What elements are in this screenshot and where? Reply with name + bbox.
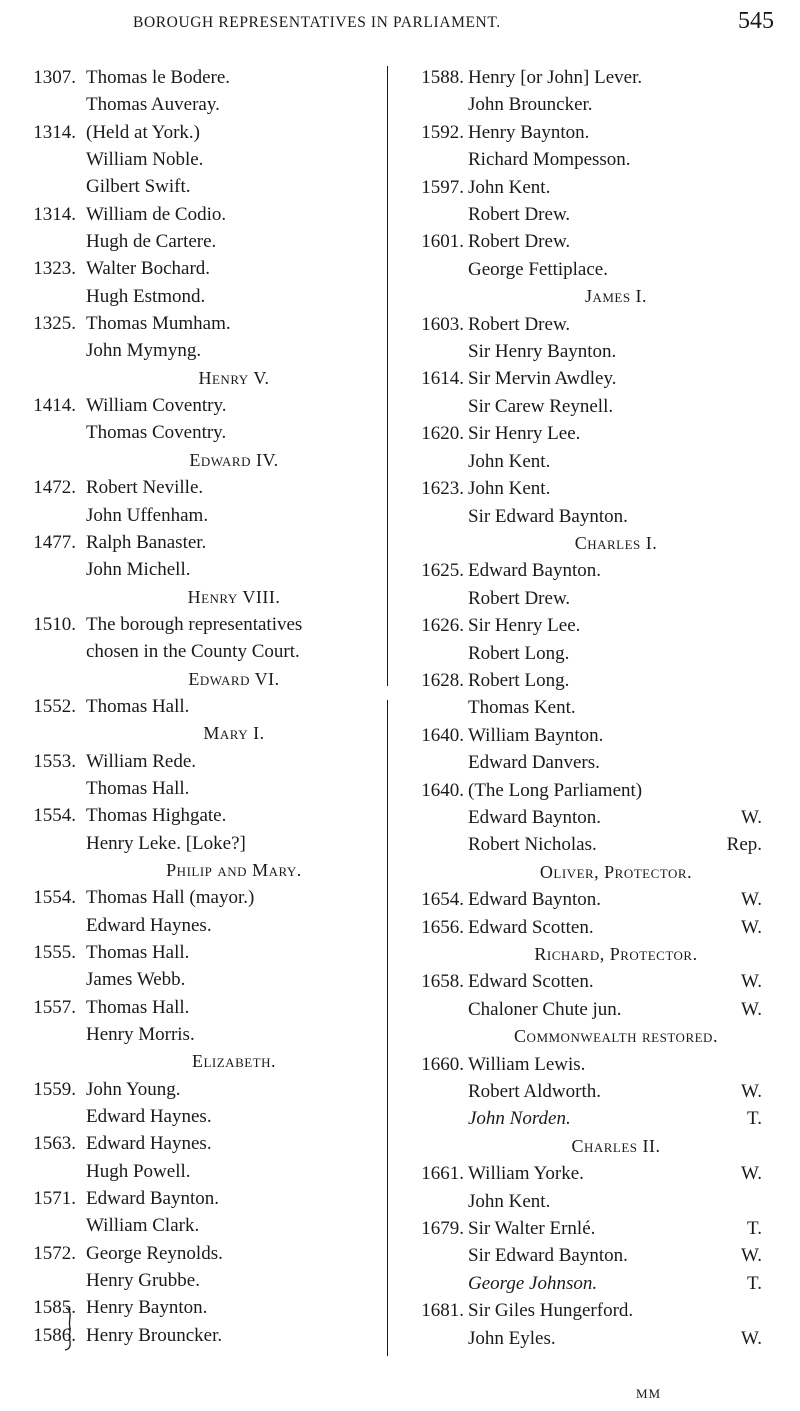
- entry-year: 1625.: [421, 560, 464, 582]
- party-mark: W.: [741, 1327, 762, 1349]
- entry-row: [10, 994, 388, 1021]
- member-name: William Yorke.: [468, 1163, 584, 1185]
- entry-year: 1314.: [33, 121, 76, 143]
- member-name: John Kent.: [468, 176, 551, 198]
- member-name: Henry Morris.: [86, 1024, 195, 1046]
- entry-row: [398, 174, 770, 201]
- member-name: Sir Edward Baynton.: [468, 1245, 628, 1267]
- entry-year: 1658.: [421, 971, 464, 993]
- member-name: Hugh Powell.: [86, 1160, 191, 1182]
- entry-year: 1554.: [33, 887, 76, 909]
- entry-row: [10, 201, 388, 228]
- member-name: Edward Baynton.: [468, 560, 601, 582]
- party-mark: T.: [747, 1272, 762, 1294]
- entry-year: 1510.: [33, 613, 76, 635]
- entry-row: [10, 966, 388, 993]
- entry-row: [10, 91, 388, 118]
- entry-row: [398, 1242, 770, 1269]
- member-name: Henry Baynton.: [86, 1297, 208, 1319]
- entry-row: [398, 612, 770, 639]
- entry-row: [398, 119, 770, 146]
- entry-row: [398, 1215, 770, 1242]
- member-name: Henry Brouncker.: [86, 1324, 223, 1346]
- member-name: John Michell.: [86, 559, 191, 581]
- entry-row: [10, 1185, 388, 1212]
- member-name: (The Long Parliament): [468, 779, 643, 801]
- reign-heading: Elizabeth.: [191, 1051, 277, 1072]
- entry-row: [398, 420, 770, 447]
- entry-row: [10, 939, 388, 966]
- entry-row: [10, 228, 388, 255]
- entry-row: [10, 474, 388, 501]
- entry-row: [398, 365, 770, 392]
- entry-row: [398, 338, 770, 365]
- member-name: Thomas Hall.: [86, 695, 190, 717]
- entry-year: 1553.: [33, 750, 76, 772]
- reign-heading: Oliver, Protector.: [539, 861, 693, 882]
- member-name: William Lewis.: [468, 1053, 586, 1075]
- entry-row: [398, 1078, 770, 1105]
- member-name: Hugh de Cartere.: [86, 231, 217, 253]
- entry-row: [398, 968, 770, 995]
- member-name: Sir Walter Ernlé.: [468, 1218, 596, 1240]
- entry-year: 1656.: [421, 916, 464, 938]
- entry-row: [398, 722, 770, 749]
- reign-heading: Charles I.: [574, 532, 658, 553]
- entry-year: 1414.: [33, 395, 76, 417]
- member-name: Sir Edward Baynton.: [468, 505, 628, 527]
- party-mark: T.: [747, 1108, 762, 1130]
- member-name: William Rede.: [86, 750, 197, 772]
- party-mark: W.: [741, 806, 762, 828]
- entry-year: 1620.: [421, 423, 464, 445]
- reign-heading: Commonwealth restored.: [514, 1026, 718, 1047]
- entry-row: [398, 1160, 770, 1187]
- entry-row: [10, 802, 388, 829]
- reign-heading: Henry VIII.: [187, 586, 281, 607]
- member-name: William Baynton.: [468, 724, 604, 746]
- entry-year: 1597.: [421, 176, 464, 198]
- entry-year: 1640.: [421, 724, 464, 746]
- party-mark: T.: [747, 1218, 762, 1240]
- member-name: William Coventry.: [86, 395, 227, 417]
- member-name: Thomas Mumham.: [86, 313, 231, 335]
- entry-year: 1592.: [421, 121, 464, 143]
- party-mark: W.: [741, 998, 762, 1020]
- member-name: Sir Henry Baynton.: [468, 341, 617, 363]
- entry-row: [10, 1267, 388, 1294]
- member-name: Edward Danvers.: [468, 752, 600, 774]
- member-name: Robert Drew.: [468, 587, 571, 609]
- entry-row: [10, 337, 388, 364]
- member-name: William Noble.: [86, 149, 204, 171]
- entry-year: 1626.: [421, 615, 464, 637]
- entry-row: [398, 749, 770, 776]
- reign-heading: Edward IV.: [189, 449, 279, 470]
- entry-year: 1559.: [33, 1078, 76, 1100]
- member-name: George Fettiplace.: [468, 258, 608, 280]
- entry-row: [398, 1297, 770, 1324]
- party-mark: W.: [741, 889, 762, 911]
- member-name: Thomas Kent.: [468, 697, 576, 719]
- member-name: Edward Scotten.: [468, 916, 594, 938]
- entry-row: [10, 64, 388, 91]
- entry-row: [398, 996, 770, 1023]
- entry-row: [10, 146, 388, 173]
- member-name: John Kent.: [468, 450, 551, 472]
- entry-row: [398, 804, 770, 831]
- member-name: George Reynolds.: [86, 1242, 223, 1264]
- member-name: Robert Nicholas.: [468, 834, 597, 856]
- entry-year: 1314.: [33, 203, 76, 225]
- reign-heading: Philip and Mary.: [166, 859, 302, 880]
- entry-row: [398, 256, 770, 283]
- member-name: Sir Giles Hungerford.: [468, 1300, 634, 1322]
- member-name: Robert Long.: [468, 642, 570, 664]
- entry-year: 1601.: [421, 231, 464, 253]
- member-name: Robert Drew.: [468, 231, 571, 253]
- entry-row: [10, 748, 388, 775]
- member-name: John Brouncker.: [468, 94, 593, 116]
- entry-row: [10, 283, 388, 310]
- entry-year: 1681.: [421, 1300, 464, 1322]
- entry-row: [10, 1076, 388, 1103]
- entry-year: 1563.: [33, 1133, 76, 1155]
- entry-year: 1571.: [33, 1188, 76, 1210]
- brace-glyph: [63, 1307, 73, 1351]
- member-name: John Norden.: [468, 1108, 571, 1130]
- member-name: Walter Bochard.: [86, 258, 211, 280]
- entry-year: 1585.: [33, 1297, 76, 1319]
- member-name: Edward Baynton.: [86, 1188, 219, 1210]
- entry-row: [10, 1021, 388, 1048]
- entry-row: [10, 1212, 388, 1239]
- member-name: Sir Henry Lee.: [468, 615, 581, 637]
- entry-year: 1603.: [421, 313, 464, 335]
- entry-year: 1586.: [33, 1324, 76, 1346]
- entry-row: [10, 173, 388, 200]
- entry-year: 1588.: [421, 67, 464, 88]
- reign-heading: James I.: [584, 286, 648, 307]
- member-name: Hugh Estmond.: [86, 285, 206, 307]
- party-mark: W.: [741, 916, 762, 938]
- party-mark: Rep.: [726, 834, 762, 856]
- entry-row: [398, 448, 770, 475]
- entry-row: [398, 503, 770, 530]
- entry-row: [10, 392, 388, 419]
- member-name: Edward Haynes.: [86, 1133, 212, 1155]
- party-mark: W.: [741, 1163, 762, 1185]
- entry-row: [10, 529, 388, 556]
- entry-row: [10, 693, 388, 720]
- member-name: Robert Drew.: [468, 313, 571, 335]
- entry-row: [398, 1051, 770, 1078]
- member-name: John Mymyng.: [86, 340, 202, 362]
- member-name: Sir Henry Lee.: [468, 423, 581, 445]
- entry-year: 1557.: [33, 996, 76, 1018]
- member-name: John Kent.: [468, 1190, 551, 1212]
- entry-row: [10, 1240, 388, 1267]
- entry-row: [398, 1188, 770, 1215]
- member-name: John Kent.: [468, 478, 551, 500]
- member-name: Thomas Hall.: [86, 942, 190, 963]
- entry-row: [10, 1158, 388, 1185]
- entry-year: 1554.: [33, 805, 76, 827]
- entry-row: [10, 638, 388, 665]
- entry-year: 1661.: [421, 1163, 464, 1185]
- entry-year: 1323.: [33, 258, 76, 280]
- entry-year: 1552.: [33, 695, 76, 717]
- entry-row: [398, 475, 770, 502]
- reign-heading: Edward VI.: [188, 668, 280, 689]
- member-name: John Uffenham.: [86, 504, 209, 526]
- member-name: Thomas le Bodere.: [86, 67, 231, 88]
- page-header: [0, 8, 800, 38]
- entry-year: 1325.: [33, 313, 76, 335]
- entry-year: 1654.: [421, 889, 464, 911]
- member-name: (Held at York.): [86, 121, 200, 143]
- member-name: Edward Baynton.: [468, 889, 601, 911]
- entry-row: [398, 228, 770, 255]
- left-column: [10, 64, 388, 1349]
- entry-row: [398, 777, 770, 804]
- entry-row: [10, 830, 388, 857]
- entry-row: [10, 1103, 388, 1130]
- member-name: John Young.: [86, 1078, 181, 1100]
- member-name: Thomas Highgate.: [86, 805, 227, 827]
- member-name: Edward Haynes.: [86, 1106, 212, 1128]
- entry-row: [10, 119, 388, 146]
- entry-row: [10, 502, 388, 529]
- entry-row: [398, 1270, 770, 1297]
- entry-year: 1572.: [33, 1242, 76, 1264]
- member-name: Robert Aldworth.: [468, 1081, 601, 1103]
- entry-row: [398, 91, 770, 118]
- member-name: The borough representatives: [86, 613, 303, 635]
- page-number: 545: [738, 8, 774, 34]
- member-name: Thomas Coventry.: [86, 422, 227, 444]
- entry-row: [398, 1325, 770, 1352]
- entry-row: [10, 310, 388, 337]
- member-name: Henry [or John] Lever.: [468, 67, 643, 88]
- entry-row: [398, 585, 770, 612]
- member-name: James Webb.: [86, 969, 186, 991]
- entry-year: 1307.: [33, 67, 76, 88]
- entry-row: [10, 884, 388, 911]
- party-mark: W.: [741, 1245, 762, 1267]
- member-name: Henry Leke. [Loke?]: [86, 832, 246, 854]
- entry-year: 1623.: [421, 478, 464, 500]
- entry-row: [398, 831, 770, 858]
- member-name: Henry Baynton.: [468, 121, 590, 143]
- entry-row: [10, 1130, 388, 1157]
- member-name: Thomas Hall (mayor.): [86, 887, 255, 909]
- member-name: Gilbert Swift.: [86, 176, 191, 198]
- entry-row: [398, 694, 770, 721]
- right-column: [398, 64, 770, 1352]
- entry-row: [10, 255, 388, 282]
- entry-year: 1640.: [421, 779, 464, 801]
- member-name: Sir Carew Reynell.: [468, 395, 614, 417]
- entry-row: [10, 419, 388, 446]
- entry-row: [10, 611, 388, 638]
- entry-year: 1555.: [33, 942, 76, 963]
- member-name: Thomas Auveray.: [86, 94, 220, 116]
- reign-heading: Mary I.: [203, 723, 265, 744]
- member-name: Chaloner Chute jun.: [468, 998, 622, 1020]
- entry-row: [398, 557, 770, 584]
- entry-row: [10, 912, 388, 939]
- entry-row: [398, 64, 770, 91]
- entry-year: 1660.: [421, 1053, 464, 1075]
- entry-row: [398, 201, 770, 228]
- party-mark: W.: [741, 971, 762, 993]
- member-name: Henry Grubbe.: [86, 1270, 200, 1292]
- entry-row: [398, 311, 770, 338]
- member-name: Richard Mompesson.: [468, 149, 631, 171]
- member-name: Sir Mervin Awdley.: [468, 368, 617, 390]
- member-name: Edward Haynes.: [86, 914, 212, 936]
- entry-row: [10, 775, 388, 802]
- entry-year: 1614.: [421, 368, 464, 390]
- column-divider: [387, 66, 388, 686]
- member-name: George Johnson.: [468, 1272, 598, 1294]
- member-name: Thomas Hall.: [86, 777, 190, 799]
- running-title: BOROUGH REPRESENTATIVES IN PARLIAMENT.: [133, 14, 501, 31]
- member-name: William de Codio.: [86, 203, 227, 225]
- entry-row: [398, 393, 770, 420]
- column-divider: [387, 700, 388, 1356]
- entry-row: [398, 914, 770, 941]
- member-name: Edward Scotten.: [468, 971, 594, 993]
- entry-year: 1679.: [421, 1218, 464, 1240]
- reign-heading: Richard, Protector.: [534, 944, 698, 964]
- member-name: Robert Drew.: [468, 204, 571, 226]
- entry-row: [398, 886, 770, 913]
- entry-year: 1477.: [33, 531, 76, 553]
- reign-heading: Charles II.: [571, 1135, 661, 1156]
- signature-mark: MM: [636, 1386, 662, 1401]
- entry-row: [10, 556, 388, 583]
- entry-year: 1472.: [33, 477, 76, 499]
- entry-row: [398, 146, 770, 173]
- member-name: Edward Baynton.: [468, 806, 601, 828]
- entry-year: 1628.: [421, 669, 464, 691]
- member-name: William Clark.: [86, 1215, 200, 1237]
- entry-row: [398, 667, 770, 694]
- party-mark: W.: [741, 1081, 762, 1103]
- member-name: Ralph Banaster.: [86, 531, 207, 553]
- member-name: Thomas Hall.: [86, 996, 190, 1018]
- member-name: chosen in the County Court.: [86, 641, 300, 663]
- entry-row: [398, 640, 770, 667]
- member-name: John Eyles.: [468, 1327, 556, 1349]
- entry-row: [398, 1105, 770, 1132]
- reign-heading: Henry V.: [198, 367, 270, 388]
- member-name: Robert Long.: [468, 669, 570, 691]
- member-name: Robert Neville.: [86, 477, 204, 499]
